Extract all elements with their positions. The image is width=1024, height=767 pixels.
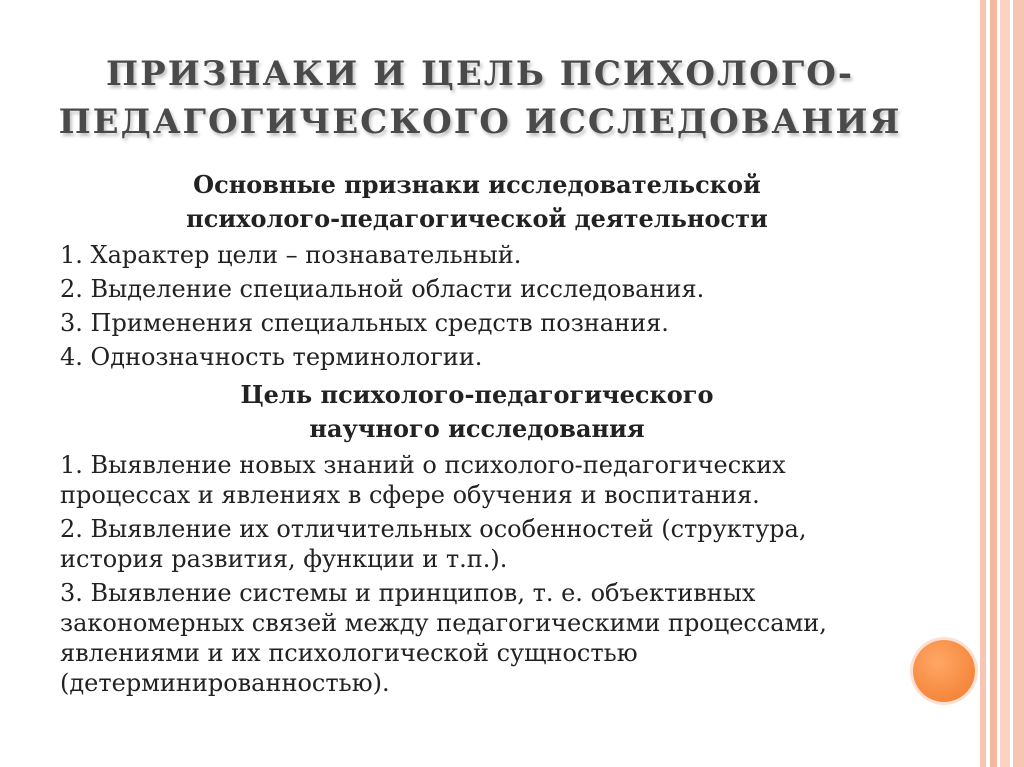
list-item: 3. Применения специальных средств познания.: [60, 309, 669, 337]
section2-heading-line1: Цель психолого-педагогического: [240, 380, 714, 409]
list-item: 2. Выявление их отличительных особенностей (структура, история развития, функции и т.п.).: [60, 515, 807, 573]
orange-circle-decoration: [913, 640, 975, 702]
list-item: 1. Выявление новых знаний о психолого-педагогических процессах и явлениях в сфере обучения и воспитания.: [60, 451, 786, 509]
list-item: 1. Характер цели – познавательный.: [60, 241, 522, 269]
section2-heading-line2: научного исследования: [309, 414, 645, 443]
decorative-stripes: [980, 0, 1024, 767]
list-item: 4. Однозначность терминологии.: [60, 343, 483, 371]
section1-heading: [84, 168, 870, 236]
section1-heading-line2: психолого-педагогической деятельности: [186, 204, 768, 233]
section1-heading-line1: Основные признаки исследовательской: [193, 170, 761, 199]
list-item: 2. Выделение специальной области исследования.: [60, 275, 705, 303]
slide-content: [60, 168, 870, 698]
section2-heading: [84, 378, 870, 446]
slide-title: ПРИЗНАКИ И ЦЕЛЬ ПСИХОЛОГО-ПЕДАГОГИЧЕСКОГО ИССЛЕДОВАНИЯ: [58, 54, 902, 142]
list-item: 3. Выявление системы и принципов, т. е. объективных закономерных связей между педагогическими процессами, явлениями и их психологической сущностью (детерминированностью).: [60, 579, 827, 697]
